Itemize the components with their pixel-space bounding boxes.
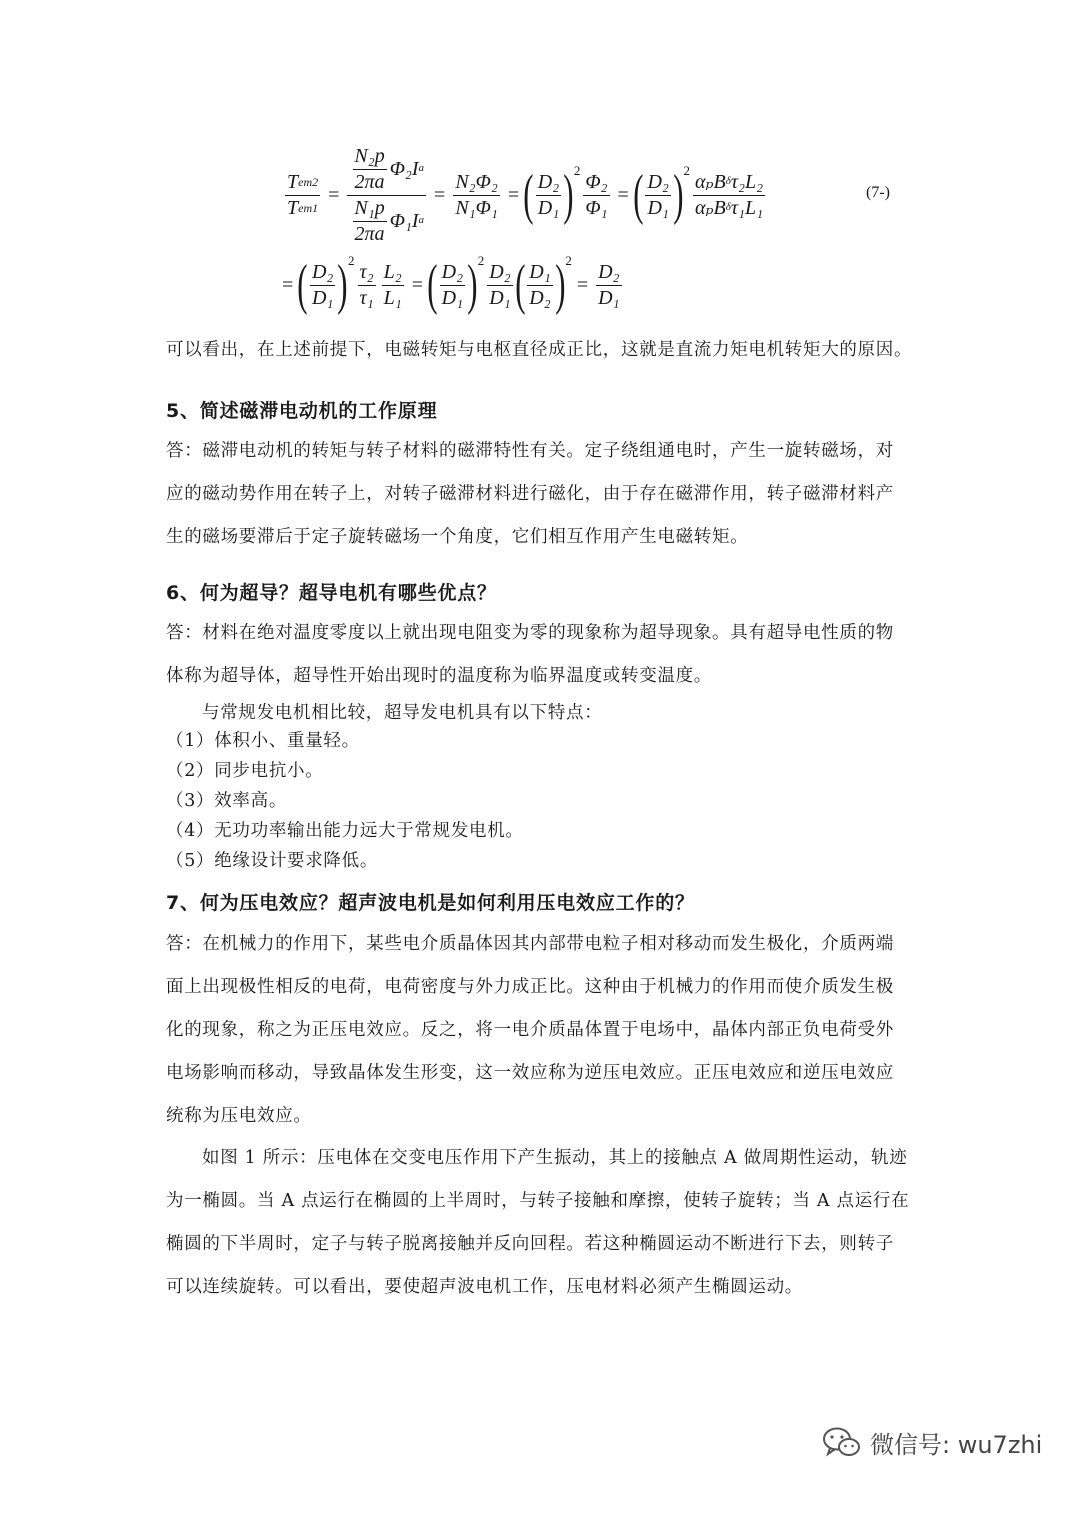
torque-ratio: T em2 T em1 (287, 170, 319, 219)
answer-q7: 答：在机械力的作用下，某些电介质晶体因其内部带电粒子相对移动而发生极化，介质两端 面上出现极性相反的电荷，电荷密度与外力成正比。这种由于机械力的作用而使介质发生极 化的现象，称之为正压电效应。反之，将一电介质晶体置于电场中，晶体内部正负电荷受外 电场影响而移动，导致晶体发生形变，这一效应称为逆压电效应。正压电效应和逆压电效应 统称为压电效应。 (166, 934, 894, 1126)
answer-q6: 答：材料在绝对温度零度以上就出现电阻变为零的现象称为超导现象。具有超导电性质的物 体称为超导体，超导性开始出现时的温度称为临界温度或转变温度。 (166, 623, 894, 686)
comparison-intro: 与常规发电机相比较，超导发电机具有以下特点： (202, 703, 603, 723)
conclusion-paragraph: 可以看出，在上述前提下，电磁转矩与电枢直径成正比，这就是直流力矩电机转矩大的原因。 (166, 340, 913, 360)
formula-line-2: = ( $\frac{\text{D₂}}{\text{D₁}}$ ) 2 $\frac{\text{τ₂}}{\text{τ₁}}$ $\frac{\text{L₂}}{\text{L₁}}$ = ( $\frac{\text{D₂}}{\text{D₁}}$ ) 2 $\frac{\text{D₂}}{\text{D₁}}$ ( $\frac{\text{D₁}}{\text{D₂}}$ ) 2 = $\frac{\text{D₂}}{\text{D₁}}$ (282, 253, 620, 316)
list-item: （1）体积小、重量轻。 (166, 731, 360, 751)
watermark (822, 1425, 1042, 1460)
list-item: （4）无功功率输出能力远大于常规发电机。 (166, 821, 524, 841)
heading-q5: 5、简述磁滞电动机的工作原理 (166, 400, 438, 422)
wechat-icon (822, 1426, 862, 1460)
list-item: （2）同步电抗小。 (166, 761, 324, 781)
heading-q7: 7、何为压电效应？超声波电机是如何利用压电效应工作的？ (166, 892, 695, 914)
equation-number: (7-) (866, 184, 890, 201)
answer-q5: 答：磁滞电动机的转矩与转子材料的磁滞特性有关。定子绕组通电时，产生一旋转磁场，对 应的磁动势作用在转子上，对转子磁滞材料进行磁化，由于存在磁滞作用，转子磁滞材料产 生的磁场要滞后于定子旋转磁场一个角度，它们相互作用产生电磁转矩。 (166, 441, 894, 547)
watermark-text: 微信号: wu7zhi (870, 1431, 1043, 1459)
formula-line-1: T em2 T em1 = $\frac{\text{N₂p}}{2\pi a}$ Φ₂I a $\frac{\text{N₁p}}{2\pi a}$ Φ₁I a = $\frac{\text{N₂Φ₂}}{\text{N₁Φ₁}}$ = ( $\frac{\text{D₂}}{\text{D₁}}$ ) 2 $\frac{\text{Φ₂}}{\text{Φ₁}}$ = ( $\frac{\text{D₂}}{\text{D₁}}$ ) 2 αₚB δ τ₂L₂ αₚB δ τ₁L₁ (287, 144, 764, 245)
heading-q6: 6、何为超导？超导电机有哪些优点？ (166, 582, 497, 604)
list-item: （3）效率高。 (166, 791, 288, 811)
list-item: （5）绝缘设计要求降低。 (166, 851, 379, 871)
compound-fraction: $\frac{\text{N₂p}}{2\pi a}$ Φ₂I a $\frac{\text{N₁p}}{2\pi a}$ Φ₁I a (347, 144, 426, 247)
features-list (166, 726, 926, 876)
figure-explanation: 如图 1 所示：压电体在交变电压作用下产生振动，其上的接触点 A 做周期性运动，轨迹 为一椭圆。当 A 点运行在椭圆的上半周时，与转子接触和摩擦，使转子旋转；当 A 点运行在 椭圆的下半周时，定子与转子脱离接触并反向回程。若这种椭圆运动不断进行下去，则转子 可以连续旋转。可以看出，要使超声波电机工作，压电材料必须产生椭圆运动。 (166, 1148, 910, 1297)
